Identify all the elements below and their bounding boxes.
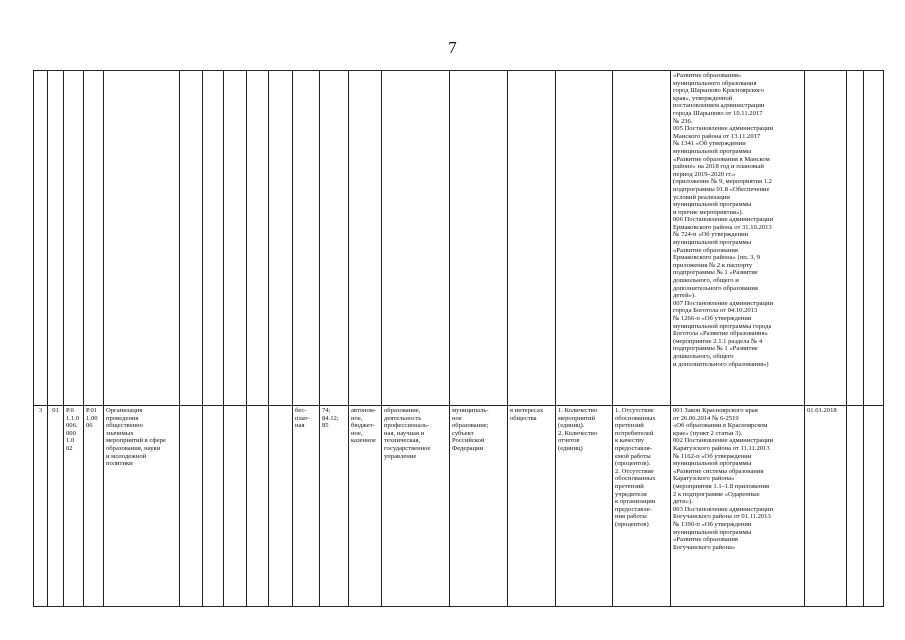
legal-basis-cell: «Развитие образования» муниципального образования город Шарыпово Красноярского края», утвержденной постановлением администрации города Шарыпово от 10.11.2017 № 236. 005 Постановление администрации Манского района от 13.11.2017 № 1341 «Об утверждении муниципальной программы «Развитие образования в Манском районе» на 2018 год и плановый период 2019–2020 гг.» (приложение № 9, мероприятия 1.2 подпрограммы 01.8 «Обеспечение условий реализации муниципальной программы и прочие мероприятия»). 006 Постановление администрации Ермаковского района от 31.10.2013 № 724-п «Об утверждении муниципальной программы «Развитие образования Ермаковского района» (пп. 3, 9 приложения № 2 к паспорту подпрограммы № 1 «Развитие дошкольного, общего и дополнительного образования детей»). 007 Постановление администрации города Боготола от 04.10.2013 № 1266-п «Об утверждении муниципальной программы города Боготола «Развитие образования» (мероприятие 2.1.1 раздела № 4 подпрограммы № 1 «Развитие дошкольного, общего и дополнительного образования»)	[671, 71, 805, 406]
registry-table	[33, 70, 884, 607]
consumers-cell: муниципаль- ное образование; субъект Российской Федерации	[450, 406, 508, 607]
registry-code-cell: Р.0 1.1.0 006. 000 1.0 02	[64, 406, 84, 607]
pay-cell: бес- плат- ная	[293, 406, 320, 607]
activity-cell: образование, деятельность профессиональ- ная, научная и техническая, государственное управление	[382, 406, 450, 607]
legal-basis-cell: 001 Закон Красноярского края от 26.06.2014 № 6-2519 «Об образовании в Красноярском крае» (пункт 2 статьи 3). 002 Постановление администрации Каратузского района от 11.11.2013 № 1162-п «Об утверждении муниципальной программы «Развитие системы образования Каратузского района» (мероприятия 1.1–1.8 приложения 2 к подпрограмме «Одаренные дети»). 003 Постановление администрации Богучанского района от 01.11.2013 № 1390-п «Об утверждении муниципальной программы «Развитие образования Богучанского района»	[671, 406, 805, 607]
institution-type-cell: автоном- ное, бюджет- ное, казенное	[349, 406, 382, 607]
code-cell: 01	[48, 406, 64, 607]
table-row	[34, 406, 884, 607]
page-number: 7	[448, 38, 457, 57]
sub-code-cell: Р.01 1.00 06	[84, 406, 104, 607]
table-row	[34, 71, 884, 406]
row-number-cell: 3	[34, 406, 48, 607]
volume-indicators-cell: 1. Количество мероприятий (единиц). 2. Количество отчетов (единиц)	[556, 406, 613, 607]
okved-cell: 74; 84.12; 85	[320, 406, 349, 607]
date-cell: 01.01.2018	[805, 406, 847, 607]
registry-sheet	[33, 70, 884, 607]
service-name-cell: Организация проведения общественно значимых мероприятий в сфере образования, науки и молодежной политики	[104, 406, 180, 607]
interest-cell: в интересах общества	[508, 406, 556, 607]
quality-indicators-cell: 1. Отсутствие обоснованных претензий потребителей к качеству предоставля- емой работы (процентов). 2. Отсутствие обоснованных претензий учредителя к организации предоставле- ния работы (процентов)	[613, 406, 671, 607]
